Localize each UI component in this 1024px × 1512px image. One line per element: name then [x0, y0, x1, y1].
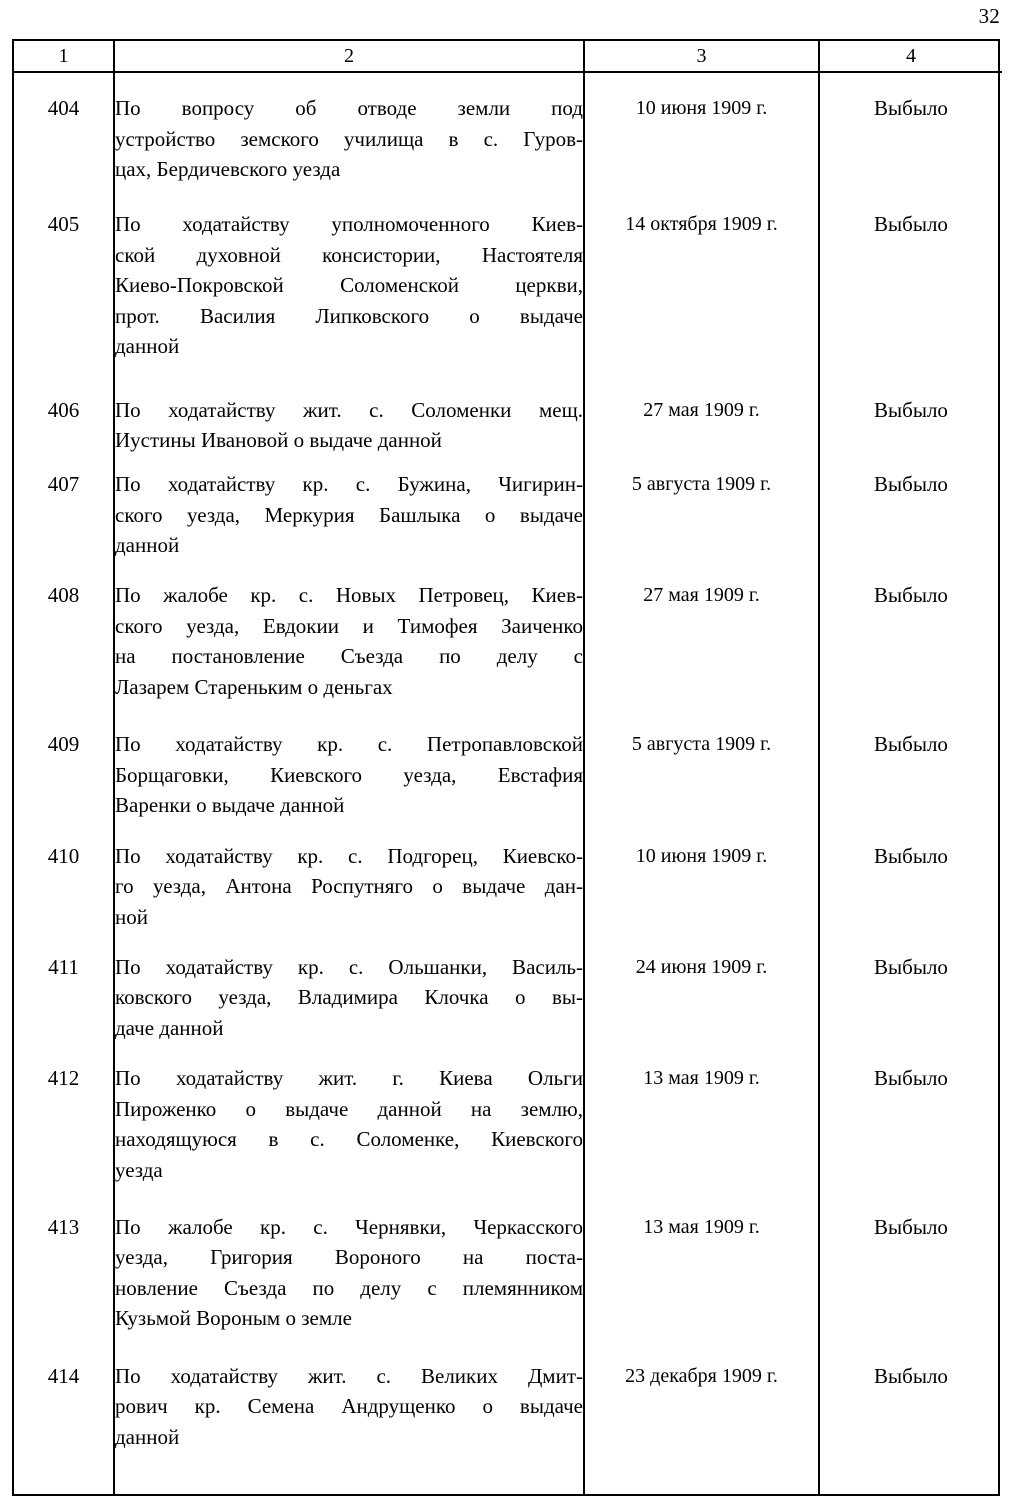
entry-description	[114, 395, 584, 469]
register-table-container	[12, 39, 1000, 1496]
entry-description	[114, 580, 584, 729]
description-line: даче данной	[115, 1015, 224, 1040]
entry-description	[114, 72, 584, 209]
table-row	[14, 395, 1002, 469]
table-row	[14, 1063, 1002, 1212]
column-number-row	[14, 41, 1002, 72]
table-row	[14, 580, 1002, 729]
entry-number: 404	[47, 96, 80, 120]
description-line: По ходатайству жит. с. Великих Дмит-	[115, 1363, 583, 1388]
description-line: По ходатайству уполномоченного Киев-	[115, 212, 583, 237]
table-body	[14, 72, 1002, 1494]
description-line: По жалобе кр. с. Чернявки, Черкасского	[115, 1214, 583, 1239]
entry-status: Выбыло	[819, 469, 1002, 580]
entry-description	[114, 952, 584, 1063]
entry-date: 13 мая 1909 г.	[584, 1212, 819, 1361]
entry-description	[114, 841, 584, 952]
description-line: По ходатайству жит. г. Киева Ольги	[115, 1066, 583, 1091]
entry-description	[114, 729, 584, 840]
description-line: По ходатайству кр. с. Петропавловской	[115, 732, 583, 757]
description-line: Борщаговки, Киевского уезда, Евстафия	[115, 762, 583, 787]
description-line: По ходатайству кр. с. Подгорец, Киевско-	[115, 843, 583, 868]
entry-date: 24 июня 1909 г.	[584, 952, 819, 1063]
description-line: находящуюся в с. Соломенке, Киевского	[115, 1127, 583, 1152]
entry-status: Выбыло	[819, 580, 1002, 729]
entry-number: 407	[47, 472, 80, 497]
description-line: прот. Василия Липковского о выдаче	[115, 303, 583, 328]
description-line: Варенки о выдаче данной	[115, 793, 345, 818]
description-line: ной	[115, 904, 148, 929]
table-row	[14, 469, 1002, 580]
description-line: По ходатайству кр. с. Ольшанки, Василь-	[115, 954, 583, 979]
table-filler-cell	[819, 1472, 1002, 1494]
description-line: Пироженко о выдаче данной на землю,	[115, 1096, 583, 1121]
entry-date: 5 августа 1909 г.	[584, 729, 819, 840]
description-line: данной	[115, 533, 180, 558]
description-line: данной	[115, 1424, 180, 1449]
description-line: Иустины Ивановой о выдаче данной	[115, 428, 442, 453]
entry-number: 409	[47, 732, 80, 757]
column-header-4: 4	[819, 41, 1002, 72]
entry-date: 13 мая 1909 г.	[584, 1063, 819, 1212]
table-row	[14, 952, 1002, 1063]
entry-number: 411	[48, 954, 79, 979]
entry-status: Выбыло	[819, 1063, 1002, 1212]
description-line: Киево-Покровской Соломенской церкви,	[115, 273, 583, 298]
description-line: По вопросу об отводе земли под	[115, 96, 583, 120]
entry-number: 414	[47, 1363, 80, 1388]
table-row	[14, 729, 1002, 840]
description-line: Лазарем Стареньким о деньгах	[115, 674, 393, 699]
entry-status: Выбыло	[819, 729, 1002, 840]
table-row	[14, 841, 1002, 952]
description-line: уезда	[115, 1157, 163, 1182]
entry-status: Выбыло	[819, 1361, 1002, 1472]
description-line: ковского уезда, Владимира Клочка о вы-	[115, 985, 583, 1010]
table-filler-cell	[114, 1472, 584, 1494]
table-row	[14, 209, 1002, 395]
entry-date: 10 июня 1909 г.	[584, 841, 819, 952]
description-line: ской духовной консистории, Настоятеля	[115, 242, 583, 267]
entry-number: 406	[47, 397, 80, 422]
description-line: на постановление Съезда по делу с	[115, 644, 583, 669]
entry-date: 27 мая 1909 г.	[584, 580, 819, 729]
entry-description	[114, 209, 584, 395]
entry-date: 10 июня 1909 г.	[584, 72, 819, 209]
column-header-1: 1	[14, 41, 114, 72]
description-line: По жалобе кр. с. Новых Петровец, Киев-	[115, 583, 583, 608]
entry-number: 408	[47, 583, 80, 608]
table-row	[14, 1212, 1002, 1361]
entry-date: 27 мая 1909 г.	[584, 395, 819, 469]
entry-description	[114, 469, 584, 580]
description-line: ского уезда, Евдокии и Тимофея Заиченко	[115, 613, 583, 638]
table-row	[14, 1361, 1002, 1472]
entry-description	[114, 1361, 584, 1472]
entry-status: Выбыло	[819, 395, 1002, 469]
description-line: новление Съезда по делу с племянником	[115, 1275, 583, 1300]
entry-status: Выбыло	[819, 1212, 1002, 1361]
description-line: данной	[115, 334, 180, 359]
entry-status: Выбыло	[819, 72, 1002, 209]
description-line: По ходатайству кр. с. Бужина, Чигирин-	[115, 472, 583, 497]
entry-description	[114, 1063, 584, 1212]
description-line: цах, Бердичевского уезда	[115, 157, 341, 181]
table-filler-cell	[14, 1472, 114, 1494]
entry-status: Выбыло	[819, 209, 1002, 395]
description-line: Кузьмой Вороным о земле	[115, 1306, 352, 1331]
description-line: уезда, Григория Вороного на поста-	[115, 1245, 583, 1270]
entry-number: 410	[47, 843, 80, 868]
table-row	[14, 72, 1002, 209]
page-number: 32	[978, 4, 1000, 28]
column-header-3: 3	[584, 41, 819, 72]
entry-description	[114, 1212, 584, 1361]
entry-date: 5 августа 1909 г.	[584, 469, 819, 580]
entry-number: 413	[47, 1214, 80, 1239]
entry-number: 412	[47, 1066, 80, 1091]
column-header-2: 2	[114, 41, 584, 72]
table-filler-row	[14, 1472, 1002, 1494]
table-filler-cell	[584, 1472, 819, 1494]
entry-date: 23 декабря 1909 г.	[584, 1361, 819, 1472]
description-line: устройство земского училища в с. Гуров-	[115, 126, 583, 151]
entry-status: Выбыло	[819, 952, 1002, 1063]
entry-number: 405	[47, 212, 80, 237]
description-line: ского уезда, Меркурия Башлыка о выдаче	[115, 502, 583, 527]
description-line: По ходатайству жит. с. Соломенки мещ.	[115, 397, 583, 422]
entry-date: 14 октября 1909 г.	[584, 209, 819, 395]
register-table	[14, 41, 1002, 1494]
entry-status: Выбыло	[819, 841, 1002, 952]
description-line: го уезда, Антона Роспутняго о выдаче дан-	[115, 874, 583, 899]
description-line: рович кр. Семена Андрущенко о выдаче	[115, 1394, 583, 1419]
table-header	[14, 41, 1002, 72]
